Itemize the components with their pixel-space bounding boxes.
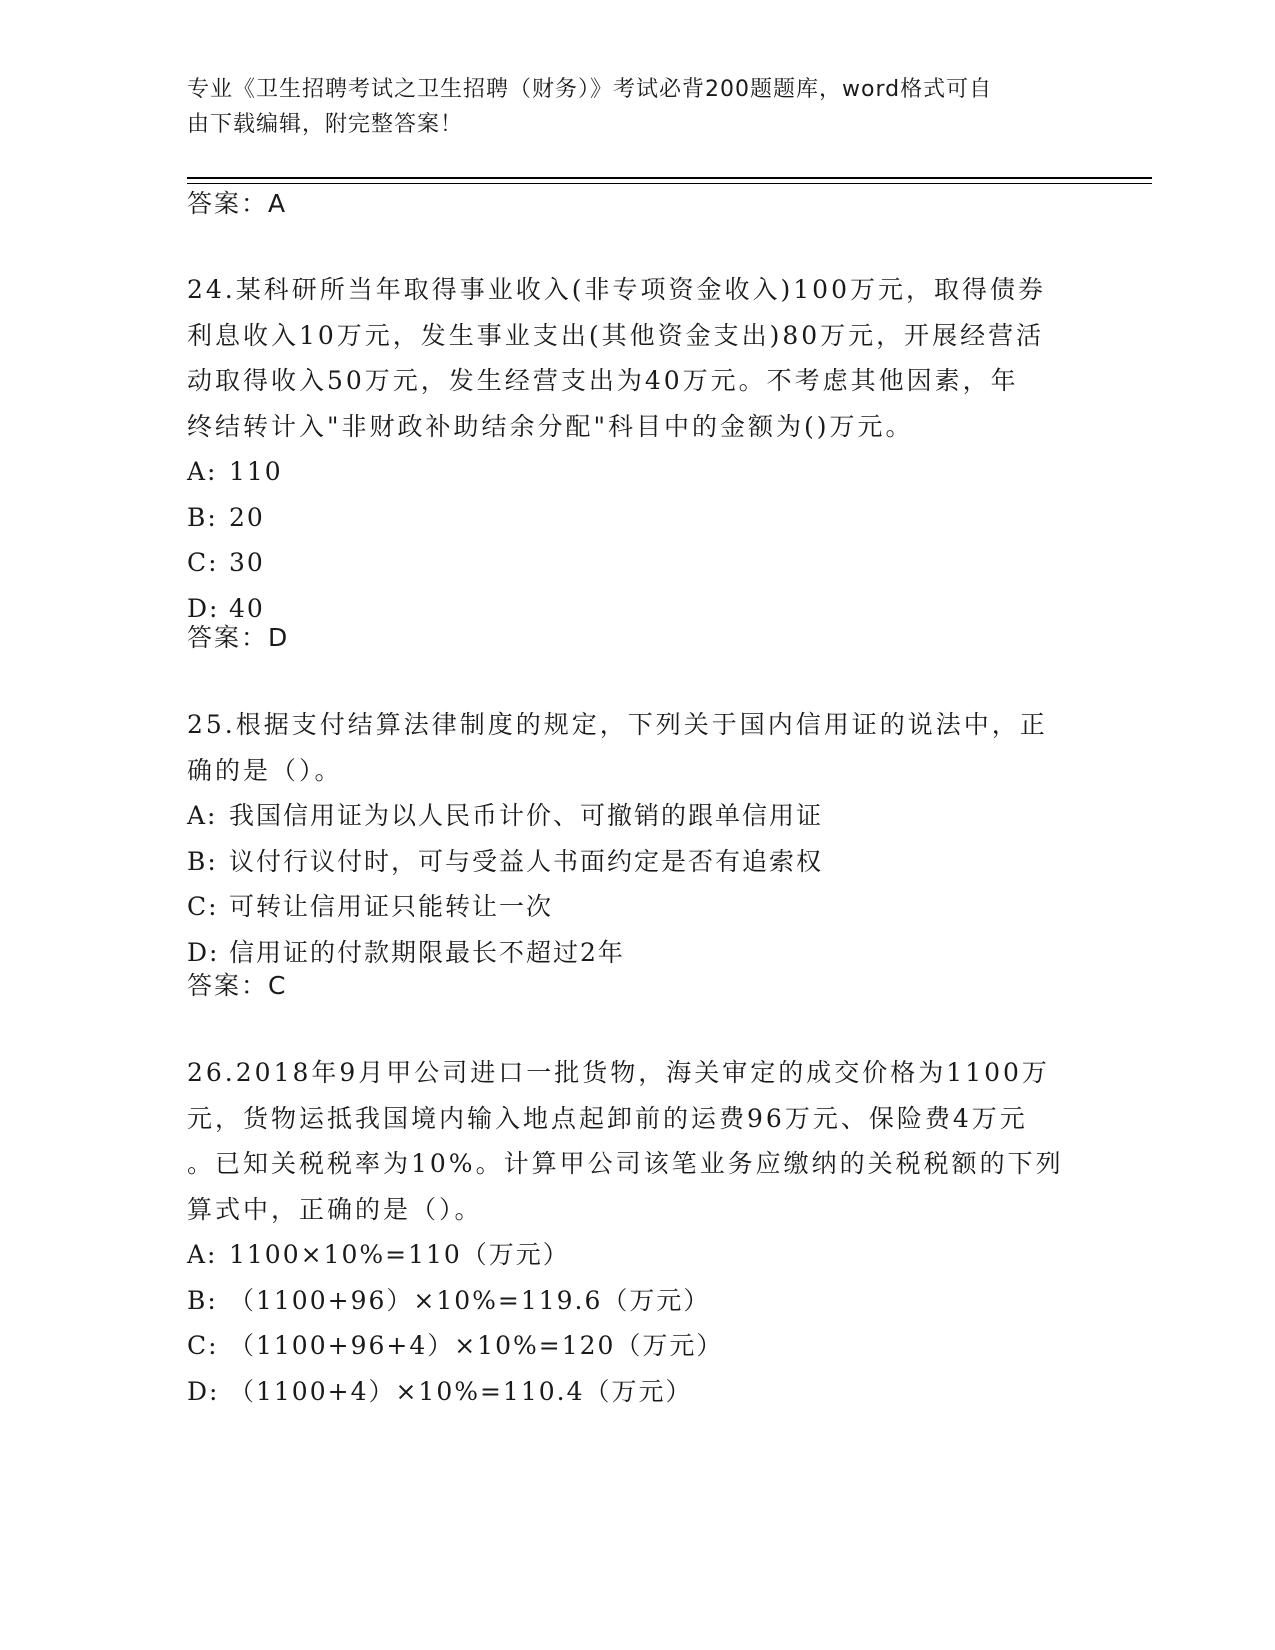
option-label: C: [187,1331,219,1360]
option-label: A: [187,1240,218,1269]
option-label: B: [187,846,218,876]
option-text: （1100+4）×10%=110.4（万元） [229,1376,693,1406]
question-25 [187,702,1087,975]
option-b [187,1278,1087,1324]
option-text: 我国信用证为以人民币计价、可撤销的跟单信用证 [229,801,824,830]
question-text-line: 。已知关税税率为10%。计算甲公司该笔业务应缴纳的关税税额的下列 [187,1149,1064,1178]
option-label: A: [187,457,218,486]
option-a [187,1232,1087,1278]
option-b [187,839,1087,885]
option-b [187,495,1087,541]
option-text: 1100×10%=110（万元） [229,1240,570,1269]
option-label: D: [187,593,220,623]
question-text-line: 确的是（）。 [187,755,343,785]
page-header [187,72,1067,142]
option-text: 110 [229,457,283,486]
option-label: D: [187,937,220,967]
option-c [187,1323,1087,1369]
header-divider-thick [187,177,1152,179]
answer-25: 答案：C [187,971,288,1000]
option-text: 可转让信用证只能转让一次 [229,892,554,921]
option-text: 40 [229,593,265,623]
question-text-line: 利息收入10万元，发生事业支出(其他资金支出)80万元，开展经营活 [187,320,1045,350]
option-text: 议付行议付时，可与受益人书面约定是否有追索权 [229,846,824,876]
question-24 [187,267,1087,631]
header-line-2: 由下载编辑，附完整答案！ [187,112,464,137]
answer-24: 答案：D [187,623,290,652]
option-label: B: [187,502,218,532]
option-c [187,884,1087,930]
header-line-1: 专业《卫生招聘考试之卫生招聘（财务）》考试必背200题题库，word格式可自 [187,77,993,102]
option-a [187,793,1087,839]
option-d [187,1369,1087,1415]
option-label: A: [187,801,218,830]
option-c [187,540,1087,586]
question-26 [187,1050,1087,1414]
option-text: （1100+96+4）×10%=120（万元） [229,1331,724,1360]
question-text-line: 26.2018年9月甲公司进口一批货物，海关审定的成交价格为1100万 [187,1058,1050,1087]
option-text: 20 [229,502,265,532]
header-divider-thin [187,183,1152,184]
option-label: C: [187,548,219,577]
option-d [187,586,1087,632]
question-text-line: 终结转计入"非财政补助结余分配"科目中的金额为()万元。 [187,411,914,441]
question-text-line: 25.根据支付结算法律制度的规定，下列关于国内信用证的说法中，正 [187,710,1048,739]
option-label: D: [187,1376,220,1406]
option-label: C: [187,892,219,921]
question-text-line: 算式中，正确的是（）。 [187,1194,483,1224]
question-text-line: 元，货物运抵我国境内输入地点起卸前的运费96万元、保险费4万元 [187,1103,1028,1133]
option-text: 30 [229,548,265,577]
previous-answer: 答案：A [187,189,288,218]
option-a [187,449,1087,495]
option-label: B: [187,1285,218,1315]
question-text-line: 动取得收入50万元，发生经营支出为40万元。不考虑其他因素，年 [187,366,1019,395]
question-text-line: 24.某科研所当年取得事业收入(非专项资金收入)100万元，取得债券 [187,275,1046,304]
option-text: 信用证的付款期限最长不超过2年 [229,937,625,967]
option-text: （1100+96）×10%=119.6（万元） [229,1285,711,1315]
option-d [187,930,1087,976]
